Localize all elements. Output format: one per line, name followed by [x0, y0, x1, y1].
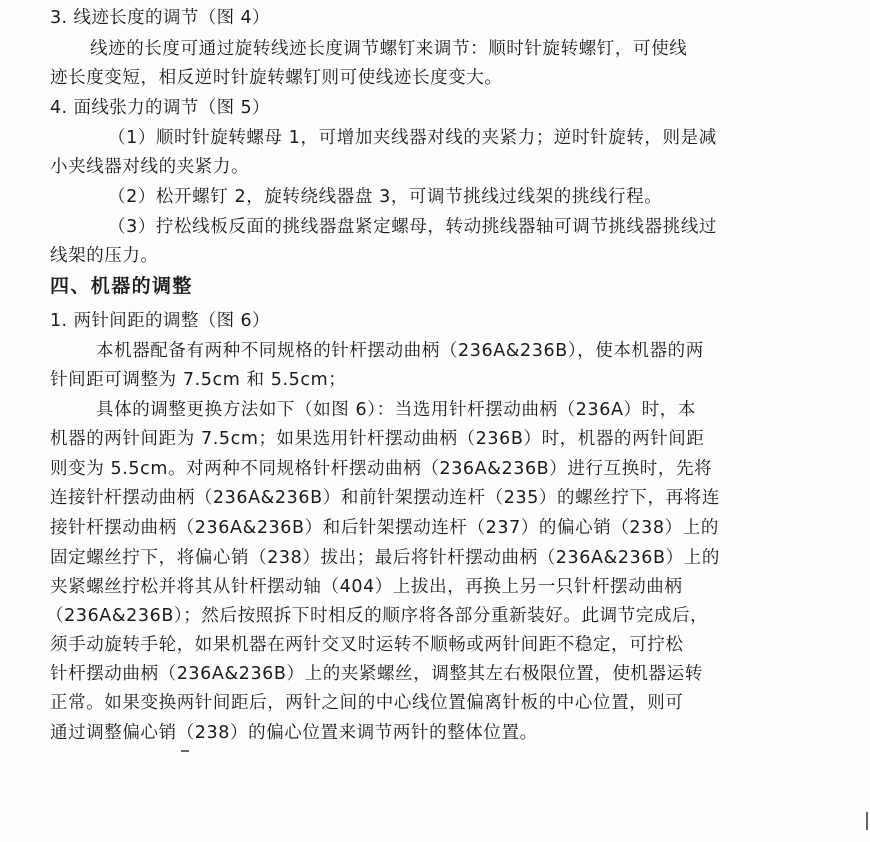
paragraph-line: 线迹的长度可通过旋转线迹长度调节螺钉来调节：顺时针旋转螺钉，可使线	[90, 39, 688, 59]
paragraph-line: （3）拧松线板反面的挑线器盘紧定螺母，转动挑线器轴可调节挑线器挑线过	[108, 217, 718, 237]
paragraph-line: 固定螺丝拧下，将偏心销（238）拔出；最后将针杆摆动曲柄（236A&236B）上的	[50, 548, 720, 568]
section-heading-machine-adjustment: 四、机器的调整	[50, 275, 193, 297]
paragraph-line: 机器的两针间距为 7.5cm；如果选用针杆摆动曲柄（236B）时，机器的两针间距	[50, 429, 705, 449]
paragraph-line: 夹紧螺丝拧松并将其从针杆摆动轴（404）上拔出，再换上另一只针杆摆动曲柄	[50, 577, 683, 597]
paragraph-line: 线架的压力。	[50, 246, 159, 266]
paragraph-line: 则变为 5.5cm。对两种不同规格针杆摆动曲柄（236A&236B）进行互换时，先将	[50, 459, 713, 479]
scan-edge-mark	[866, 812, 868, 830]
paragraph-line: （236A&236B）；然后按照拆下时相反的顺序将各部分重新装好。此调节完成后，	[46, 606, 709, 626]
paragraph-line: 本机器配备有两种不同规格的针杆摆动曲柄（236A&236B），使本机器的两	[96, 341, 704, 361]
paragraph-line: 具体的调整更换方法如下（如图 6）：当选用针杆摆动曲柄（236A）时，本	[96, 400, 696, 420]
paragraph-line: （2）松开螺钉 2，旋转绕线器盘 3，可调节挑线过线架的挑线行程。	[108, 187, 663, 207]
paragraph-line: 须手动旋转手轮，如果机器在两针交叉时运转不顺畅或两针间距不稳定，可拧松	[50, 635, 684, 655]
paragraph-line: 连接针杆摆动曲柄（236A&236B）和前针架摆动连杆（235）的螺丝拧下，再将连	[50, 488, 720, 508]
scan-speck	[181, 750, 189, 752]
heading-needle-spacing: 1. 两针间距的调整（图 6）	[50, 311, 270, 331]
paragraph-line: 迹长度变短，相反逆时针旋转螺钉则可使线迹长度变大。	[50, 68, 503, 88]
heading-stitch-length: 3. 线迹长度的调节（图 4）	[50, 8, 270, 28]
heading-thread-tension: 4. 面线张力的调节（图 5）	[50, 98, 270, 118]
paragraph-line: 针杆摆动曲柄（236A&236B）上的夹紧螺丝，调整其左右极限位置，使机器运转	[50, 664, 703, 684]
paragraph-line: 小夹线器对线的夹紧力。	[50, 157, 250, 177]
paragraph-line: 正常。如果变换两针间距后，两针之间的中心线位置偏离针板的中心位置，则可	[50, 693, 684, 713]
paragraph-line: 接针杆摆动曲柄（236A&236B）和后针架摆动连杆（237）的偏心销（238）上的	[50, 518, 719, 538]
paragraph-line: （1）顺时针旋转螺母 1，可增加夹线器对线的夹紧力；逆时针旋转，则是减	[108, 128, 717, 148]
paragraph-line: 针间距可调整为 7.5cm 和 5.5cm；	[50, 370, 347, 390]
paragraph-line: 通过调整偏心销（238）的偏心位置来调节两针的整体位置。	[50, 723, 538, 743]
